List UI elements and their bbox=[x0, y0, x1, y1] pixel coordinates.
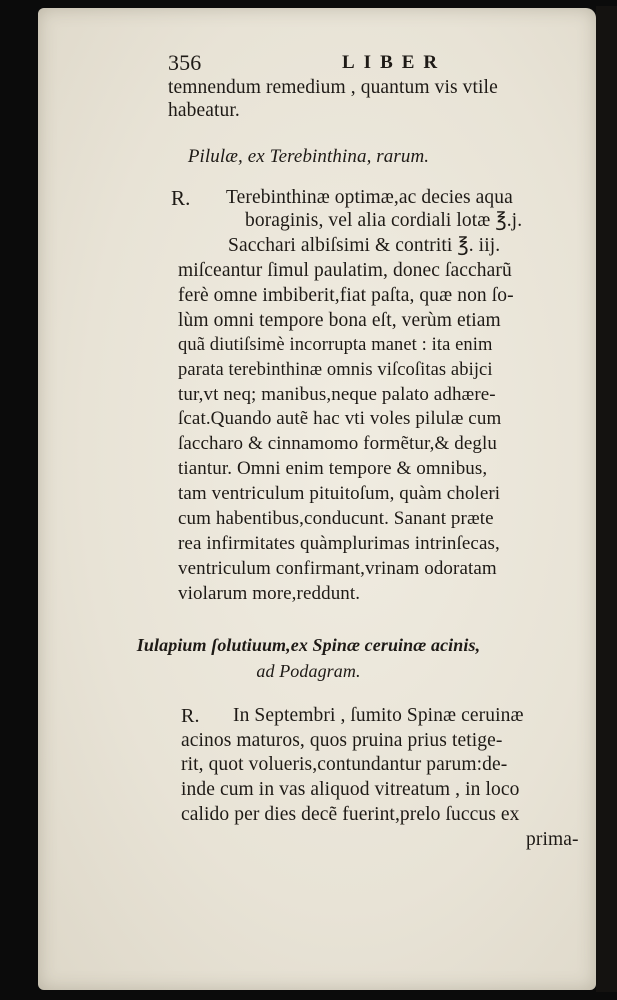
text-line: tam ventriculum pituitoſum, quàm choleri bbox=[178, 483, 501, 504]
page-number: 356 bbox=[168, 50, 202, 75]
catchword: prima- bbox=[526, 829, 579, 850]
text-line: acinos maturos, quos pruina prius tetige- bbox=[181, 730, 503, 751]
text-line: miſceantur ſimul paulatim, donec ſaccharũ bbox=[178, 260, 512, 281]
text-line: calido per dies decẽ fuerint,prelo ſuccus ex bbox=[181, 804, 520, 825]
text-line: tur,vt neq; manibus,neque palato adhære- bbox=[178, 384, 496, 405]
text-line: inde cum in vas aliquod vitreatum , in loco bbox=[181, 779, 520, 800]
text-line: tiantur. Omni enim tempore & omnibus, bbox=[178, 458, 488, 479]
recipe-mark: R. bbox=[171, 186, 191, 210]
section-heading: ad Podagram. bbox=[256, 661, 361, 681]
text-line: lùm omni tempore bona eſt, verùm etiam bbox=[178, 310, 501, 331]
text-line: rit, quot volueris,contundantur parum:de- bbox=[181, 754, 508, 775]
section-heading: Pilulæ, ex Terebinthina, rarum. bbox=[187, 146, 430, 167]
text-line: temnendum remedium , quantum vis vtile bbox=[168, 77, 498, 98]
recipe-mark: R. bbox=[181, 705, 200, 727]
text-line: In Septembri , ſumito Spinæ ceruinæ bbox=[233, 705, 524, 726]
text-line: rea infirmitates quàmplurimas intrinſecas, bbox=[178, 533, 500, 554]
text-line: Sacchari albiſsimi & contriti ℥. iij. bbox=[228, 235, 501, 256]
text-line: ſcat.Quando autẽ hac vti voles pilulæ cum bbox=[178, 408, 502, 429]
text-line: ſaccharo & cinnamomo formẽtur,& deglu bbox=[178, 433, 497, 454]
text-line: ventriculum confirmant,vrinam odoratam bbox=[178, 558, 497, 579]
text-line: quã diutiſsimè incorrupta manet : ita enim bbox=[178, 335, 493, 355]
text-line: ferè omne imbiberit,fiat paſta, quæ non ſo- bbox=[178, 285, 514, 306]
text-line: parata terebinthinæ omnis viſcoſitas abijci bbox=[178, 360, 493, 380]
text-line: boraginis, vel alia cordiali lotæ ℥.j. bbox=[245, 210, 523, 231]
text-line: habeatur. bbox=[168, 100, 240, 121]
text-line: cum habentibus,conducunt. Sanant præte bbox=[178, 508, 494, 529]
text-line: violarum more,reddunt. bbox=[178, 583, 361, 604]
section-heading: Iulapium ſolutiuum,ex Spinæ ceruinæ acinis, bbox=[136, 635, 481, 655]
running-title: LIBER bbox=[342, 52, 447, 73]
text-line: Terebinthinæ optimæ,ac decies aqua bbox=[226, 187, 513, 208]
